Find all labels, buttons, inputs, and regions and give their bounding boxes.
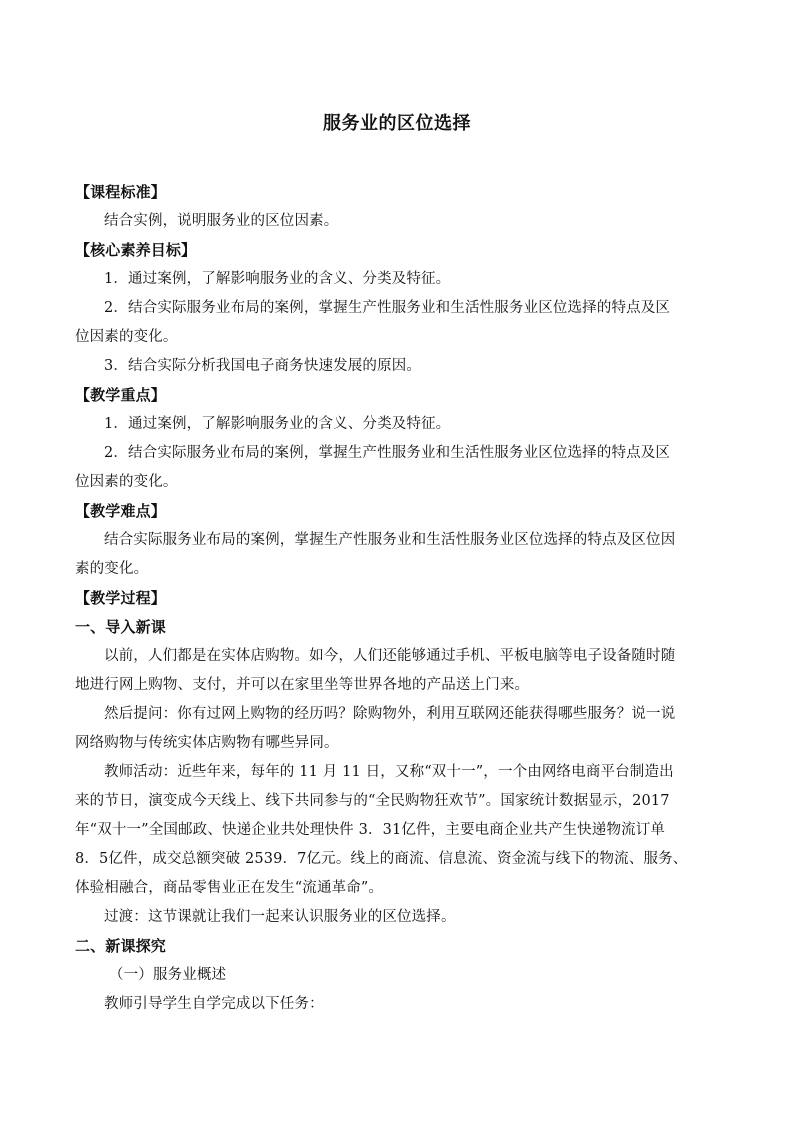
paragraph-line: 地进行网上购物、支付，并可以在家里坐等世界各地的产品送上门来。 <box>75 677 530 693</box>
paragraph-line: 3．结合实际分析我国电子商务快速发展的原因。 <box>104 358 422 374</box>
paragraph-line: 体验相融合，商品零售业正在发生“流通革命”。 <box>75 880 384 896</box>
paragraph-line: （一）服务业概述 <box>109 967 227 983</box>
paragraph-line: 以前，人们都是在实体店购物。如今，人们还能够通过手机、平板电脑等电子设备随时随 <box>104 648 676 664</box>
document-body <box>75 178 725 1019</box>
paragraph-line: 2．结合实际服务业布局的案例，掌握生产性服务业和生活性服务业区位选择的特点及区 <box>104 300 671 316</box>
section-heading: 【教学过程】 <box>75 589 166 607</box>
paragraph-line: 位因素的变化。 <box>75 329 178 345</box>
paragraph-line: 教师引导学生自学完成以下任务： <box>104 996 324 1012</box>
paragraph-line: 年“双十一”全国邮政、快递企业共处理快件 3．31亿件，主要电商企业共产生快递物流订单 <box>75 822 666 838</box>
paragraph-line: 过渡：这节课就让我们一起来认识服务业的区位选择。 <box>104 909 456 925</box>
paragraph-line: 网络购物与传统实体店购物有哪些异同。 <box>75 735 339 751</box>
paragraph-line: 8．5亿件，成交总额突破 2539．7亿元。线上的商流、信息流、资金流与线下的物流、服务、 <box>75 851 688 867</box>
paragraph-line: 1．通过案例，了解影响服务业的含义、分类及特征。 <box>104 416 451 432</box>
section-heading: 二、新课探究 <box>75 937 166 955</box>
paragraph-line: 位因素的变化。 <box>75 474 178 490</box>
paragraph-line: 教师活动：近些年来，每年的 11 月 11 日，又称“双十一”，一个由网络电商平台制造出 <box>104 764 674 780</box>
paragraph-line: 2．结合实际服务业布局的案例，掌握生产性服务业和生活性服务业区位选择的特点及区 <box>104 445 671 461</box>
paragraph-line: 结合实例，说明服务业的区位因素。 <box>104 213 339 229</box>
section-heading: 【核心素养目标】 <box>75 241 197 259</box>
section-heading: 一、导入新课 <box>75 618 166 636</box>
section-heading: 【教学重点】 <box>75 386 166 404</box>
paragraph-line: 然后提问：你有过网上购物的经历吗？除购物外，利用互联网还能获得哪些服务？说一说 <box>104 706 676 722</box>
paragraph-line: 1．通过案例，了解影响服务业的含义、分类及特征。 <box>104 271 451 287</box>
section-heading: 【教学难点】 <box>75 502 166 520</box>
section-heading: 【课程标准】 <box>75 183 166 201</box>
paragraph-line: 素的变化。 <box>75 561 149 577</box>
paragraph-line: 来的节日，演变成今天线上、线下共同参与的“全民购物狂欢节”。国家统计数据显示，2017 <box>75 793 670 809</box>
document-title: 服务业的区位选择 <box>323 113 471 134</box>
paragraph-line: 结合实际服务业布局的案例，掌握生产性服务业和生活性服务业区位选择的特点及区位因 <box>104 532 676 548</box>
